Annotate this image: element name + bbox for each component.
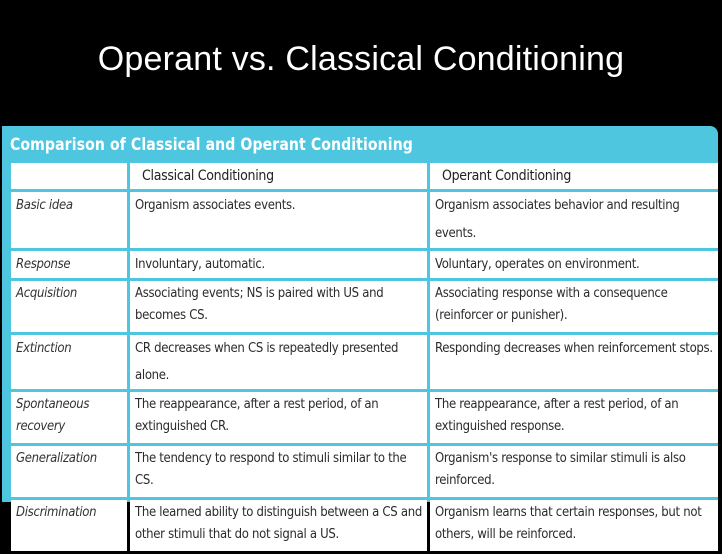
classical-cell: Organism associates events. (130, 192, 427, 248)
classical-cell: The tendency to respond to stimuli similar to the CS. (130, 446, 427, 497)
operant-cell: Organism learns that certain responses, but not others, will be reinforced. (430, 500, 718, 551)
row-label: Spontaneous recovery (11, 392, 127, 443)
row-label: Discrimination (11, 500, 127, 551)
table-row (11, 335, 718, 389)
comparison-table (8, 160, 721, 554)
classical-cell: The learned ability to distinguish between a CS and other stimuli that do not signal a US. (130, 500, 427, 551)
operant-cell: Organism associates behavior and resulting events. (430, 192, 718, 248)
row-label: Generalization (11, 446, 127, 497)
table-heading: Comparison of Classical and Operant Conditioning (10, 135, 413, 155)
comparison-table-panel (2, 126, 718, 542)
row-label: Acquisition (11, 281, 127, 332)
table-header-row (11, 163, 718, 189)
table-row (11, 281, 718, 332)
slide-title: Operant vs. Classical Conditioning (97, 40, 625, 78)
operant-cell: Associating response with a consequence (reinforcer or punisher). (430, 281, 718, 332)
classical-cell: Involuntary, automatic. (130, 251, 427, 278)
classical-cell: Associating events; NS is paired with US and becomes CS. (130, 281, 427, 332)
table-row (11, 251, 718, 278)
table-row (11, 446, 718, 497)
operant-cell: The reappearance, after a rest period, of an extinguished response. (430, 392, 718, 443)
operant-cell: Voluntary, operates on environment. (430, 251, 718, 278)
operant-cell: Organism's response to similar stimuli is also reinforced. (430, 446, 718, 497)
classical-cell: The reappearance, after a rest period, of an extinguished CR. (130, 392, 427, 443)
table-row (11, 500, 718, 551)
table-row (11, 192, 718, 248)
row-label: Response (11, 251, 127, 278)
header-cell-operant: Operant Conditioning (430, 163, 718, 189)
classical-cell: CR decreases when CS is repeatedly presented alone. (130, 335, 427, 389)
header-cell-classical: Classical Conditioning (130, 163, 427, 189)
operant-cell: Responding decreases when reinforcement stops. (430, 335, 718, 389)
header-cell-blank (11, 163, 127, 189)
table-row (11, 392, 718, 443)
row-label: Extinction (11, 335, 127, 389)
row-label: Basic idea (11, 192, 127, 248)
